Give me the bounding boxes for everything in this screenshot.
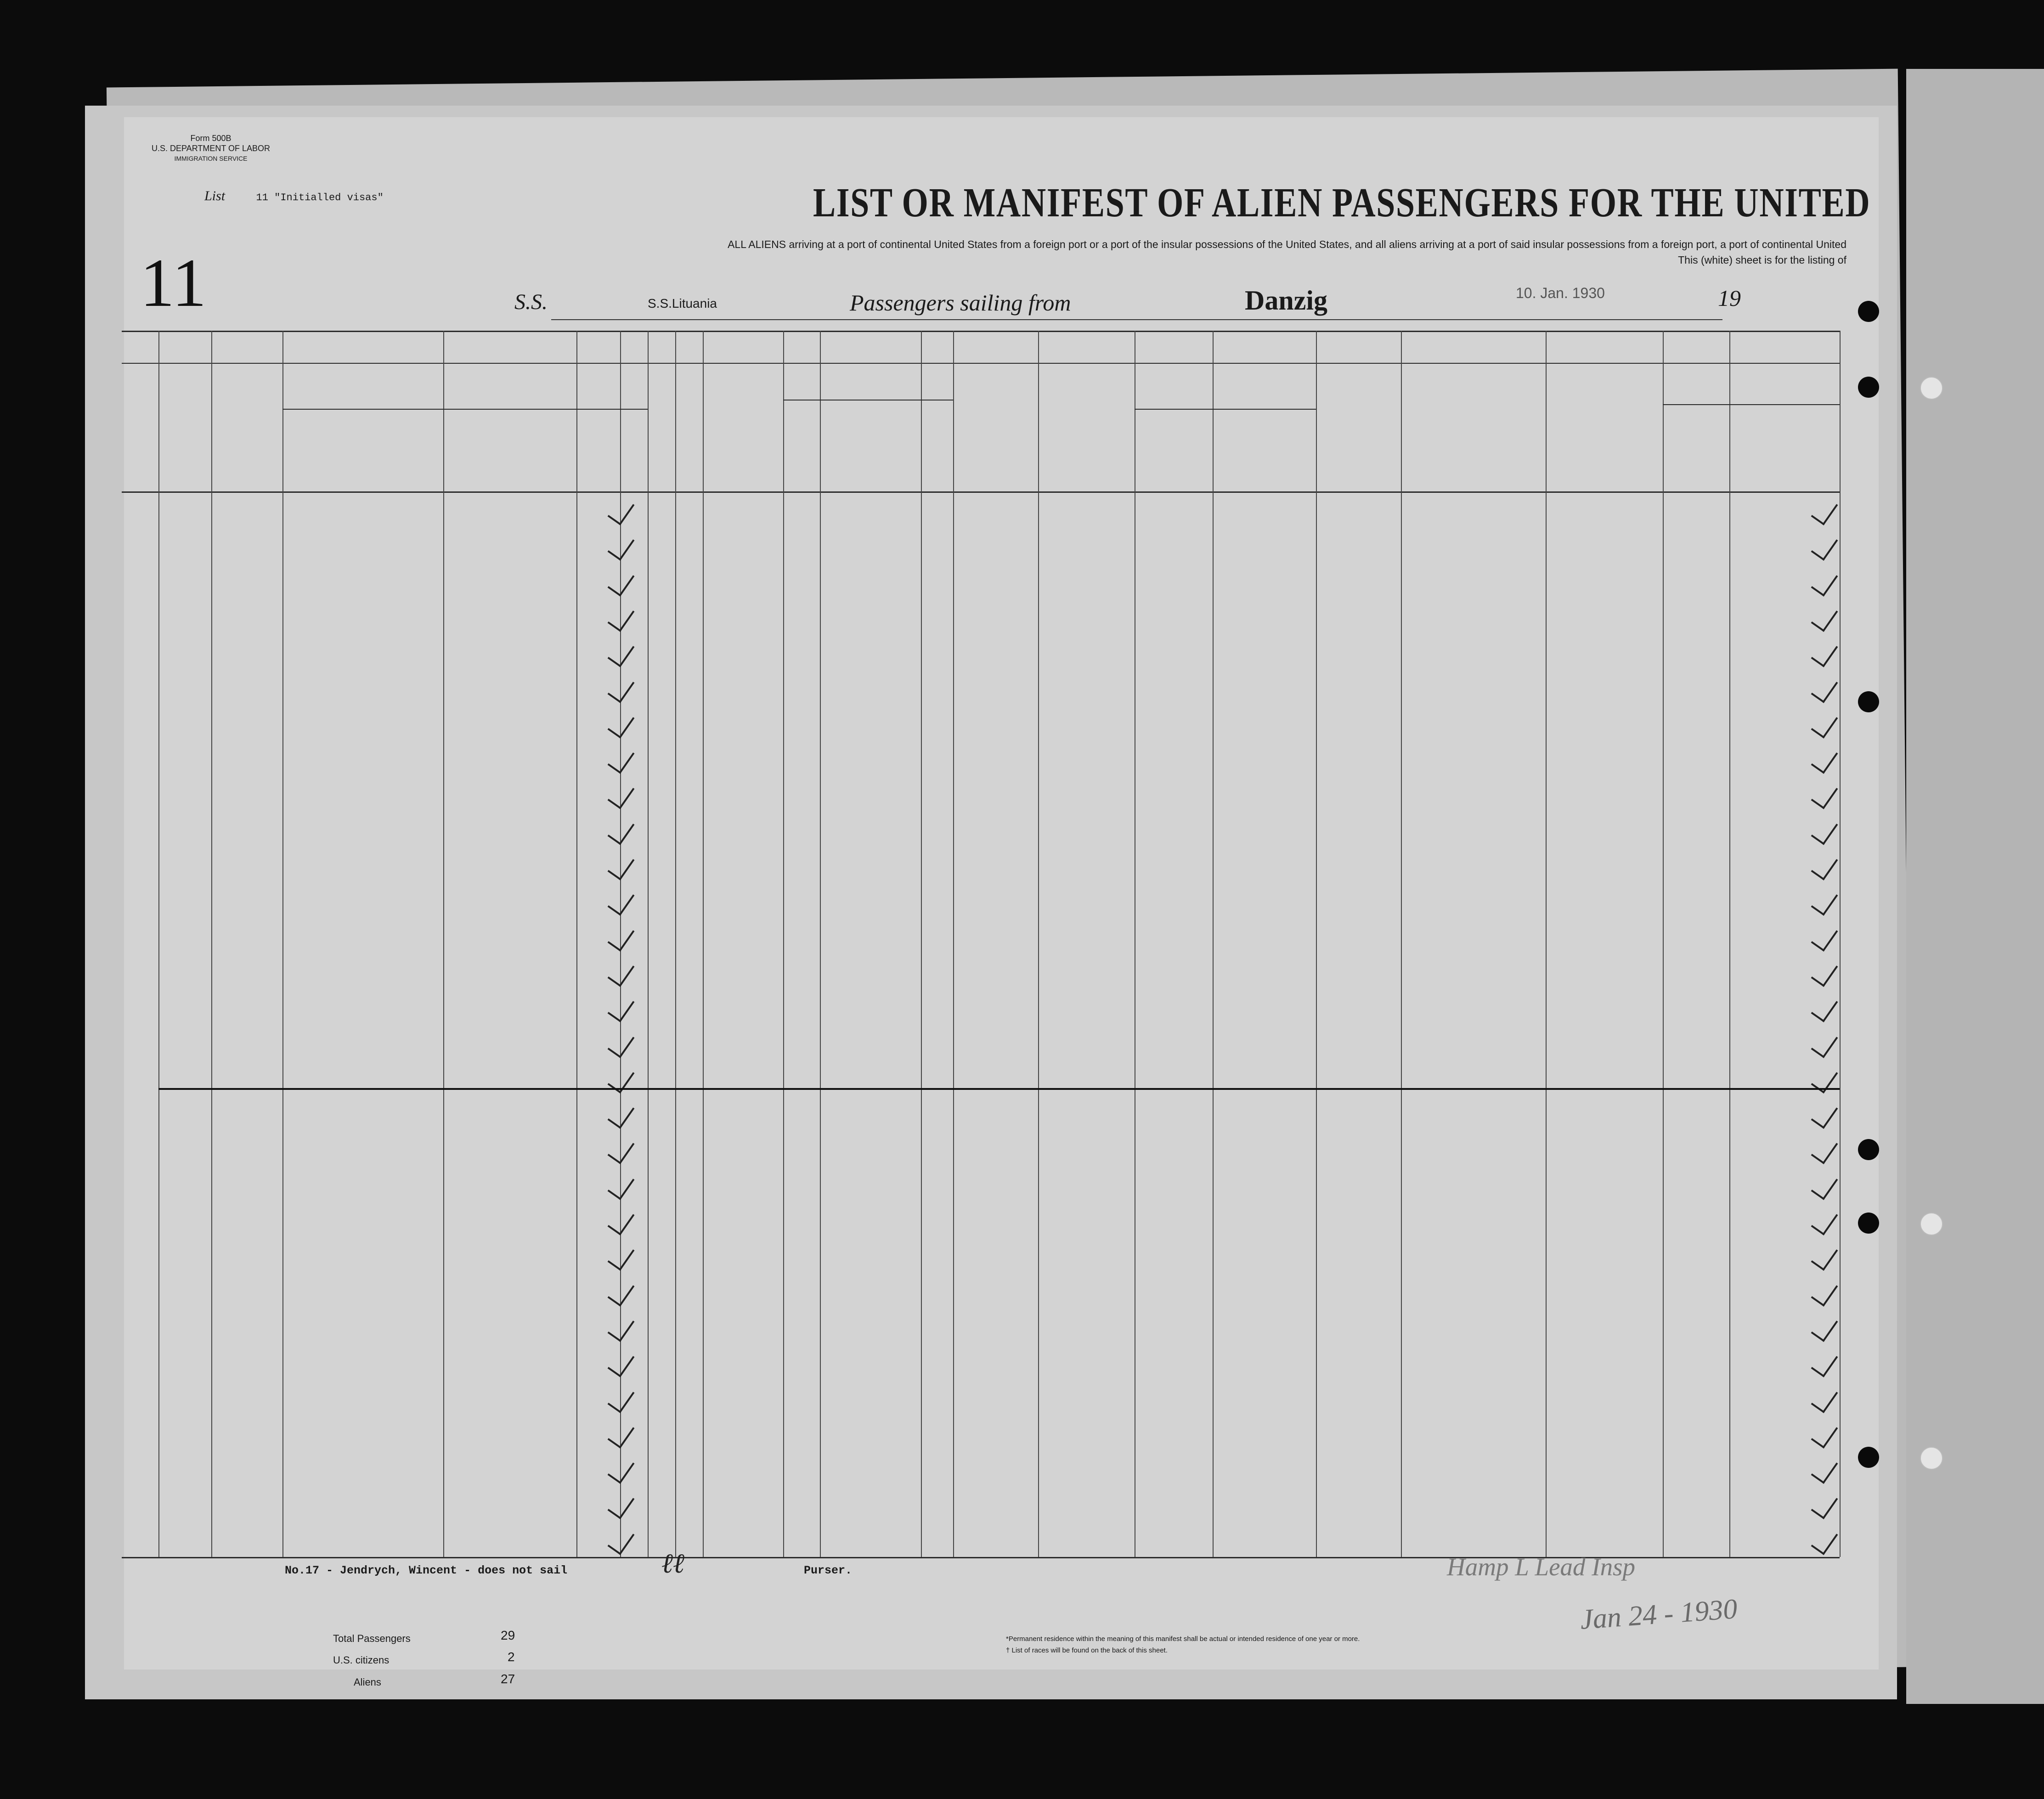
check-mark: [608, 1029, 635, 1058]
column-divider: [921, 331, 922, 1557]
check-mark: [608, 1419, 635, 1449]
year-prefix: 19: [1718, 285, 1741, 311]
ss-prefix: S.S.: [514, 290, 548, 314]
inspector-signature: Hamp L Lead Insp: [1447, 1553, 1636, 1581]
check-mark: [608, 816, 635, 845]
check-mark: [1811, 1419, 1838, 1449]
aliens-value: 27: [501, 1672, 515, 1686]
column-divider: [282, 331, 283, 1557]
binder-hole: [1858, 691, 1879, 712]
check-mark: [1811, 1206, 1838, 1235]
header-bottom-rule: [122, 491, 1840, 493]
column-divider: [1546, 331, 1547, 1557]
binder-hole: [1858, 301, 1879, 322]
column-divider: [1038, 331, 1039, 1557]
check-mark: [608, 1171, 635, 1200]
column-divider: [443, 331, 444, 1557]
check-mark: [1811, 603, 1838, 632]
check-mark: [1811, 1313, 1838, 1342]
column-divider: [648, 331, 649, 1557]
check-mark: [1811, 1100, 1838, 1129]
sailing-date-stamp: 10. Jan. 1930: [1516, 285, 1605, 301]
check-mark: [1811, 1455, 1838, 1484]
check-mark: [1811, 851, 1838, 880]
check-mark: [608, 993, 635, 1022]
page-title: LIST OR MANIFEST OF ALIEN PASSENGERS FOR THE UNITED: [813, 180, 1871, 226]
residence-subrule: [1663, 404, 1840, 405]
header-top-rule: [122, 331, 1840, 332]
check-mark: [608, 1490, 635, 1519]
binder-hole: [1858, 1447, 1879, 1468]
us-citizens-label: U.S. citizens: [333, 1654, 390, 1666]
form-info: [152, 133, 270, 164]
check-mark: [608, 1384, 635, 1413]
binder-hole: [1858, 1139, 1879, 1160]
check-mark: [608, 1455, 635, 1484]
check-mark: [1811, 780, 1838, 809]
check-mark: [608, 496, 635, 525]
check-mark: [608, 1277, 635, 1307]
check-mark: [1811, 531, 1838, 561]
check-mark: [608, 1100, 635, 1129]
check-mark: [608, 1206, 635, 1235]
check-mark: [608, 922, 635, 952]
check-mark: [608, 744, 635, 774]
ss-underline: [551, 319, 1722, 320]
check-mark: [1811, 1490, 1838, 1519]
purser-label: Purser.: [804, 1564, 853, 1577]
check-mark: [608, 567, 635, 597]
check-mark: [1811, 1241, 1838, 1271]
check-mark: [608, 780, 635, 809]
column-divider: [820, 331, 821, 1557]
column-divider: [1840, 331, 1841, 1557]
check-mark: [608, 709, 635, 739]
manifest-table: [122, 331, 1840, 1589]
column-divider: [1401, 331, 1402, 1557]
check-mark: [608, 1241, 635, 1271]
service: IMMIGRATION SERVICE: [174, 155, 248, 162]
check-mark: [608, 886, 635, 916]
column-divider: [703, 331, 704, 1557]
column-divider: [1213, 331, 1214, 1557]
list-value: 11 "Initialled visas": [256, 192, 384, 203]
check-mark: [1811, 1171, 1838, 1200]
column-divider: [211, 331, 212, 1557]
check-mark: [608, 531, 635, 561]
check-mark: [1811, 709, 1838, 739]
check-mark: [608, 674, 635, 703]
column-divider: [783, 331, 784, 1557]
check-mark: [1811, 744, 1838, 774]
form-number: Form 500B: [190, 134, 232, 143]
check-mark: [608, 638, 635, 667]
column-number-rule: [122, 363, 1840, 364]
check-mark: [1811, 674, 1838, 703]
column-divider: [1663, 331, 1664, 1557]
footnote-residence: *Permanent residence within the meaning of this manifest shall be actual or intended residence of one year or more.: [1006, 1635, 1360, 1643]
column-divider: [576, 331, 577, 1557]
birth-subrule: [1135, 409, 1316, 410]
binder-hole: [1858, 377, 1879, 398]
binder-hole: [1920, 377, 1943, 400]
binder-hole: [1858, 1212, 1879, 1234]
binder-hole: [1920, 1447, 1943, 1470]
row-17-strikethrough: [158, 1088, 1840, 1090]
check-mark: [1811, 922, 1838, 952]
check-mark: [608, 851, 635, 880]
total-passengers-label: Total Passengers: [333, 1633, 411, 1644]
check-mark: [1811, 1526, 1838, 1555]
list-label: List 11 "Initialled visas": [204, 188, 384, 203]
check-mark: [1811, 496, 1838, 525]
check-mark: [608, 603, 635, 632]
check-mark: [608, 1313, 635, 1342]
age-subrule: [576, 409, 648, 410]
page-subtitle: ALL ALIENS arriving at a port of continental United States from a foreign port or a port of the insular possessions of the United States, and all aliens arriving at a port of said insular possessions from a foreign port, a port of continental United This (white) sheet is for the listing of: [728, 238, 1846, 266]
check-mark: [608, 1348, 635, 1377]
check-mark: [1811, 638, 1838, 667]
check-mark: [1811, 816, 1838, 845]
check-mark: [1811, 993, 1838, 1022]
aliens-label: Aliens: [354, 1676, 381, 1688]
check-mark: [1811, 1348, 1838, 1377]
column-divider: [675, 331, 676, 1557]
column-divider: [1316, 331, 1317, 1557]
not-sail-note: No.17 - Jendrych, Wincent - does not sail: [285, 1564, 568, 1577]
column-divider: [953, 331, 954, 1557]
department: U.S. DEPARTMENT OF LABOR: [152, 144, 271, 153]
big-list-number: 11: [140, 245, 207, 321]
check-mark: [608, 958, 635, 987]
inspector-date-note: Jan 24 - 1930: [1579, 1593, 1739, 1635]
purser-signature: ℓℓ: [661, 1548, 684, 1579]
check-mark: [1811, 886, 1838, 916]
check-mark: [1811, 1277, 1838, 1307]
check-mark: [608, 1526, 635, 1555]
check-mark: [1811, 958, 1838, 987]
check-mark: [1811, 1384, 1838, 1413]
check-mark: [1811, 567, 1838, 597]
footnote-races: † List of races will be found on the back of this sheet.: [1006, 1647, 1168, 1654]
port-of-departure: Danzig: [1245, 285, 1327, 316]
binder-hole: [1920, 1212, 1943, 1235]
total-passengers-value: 29: [501, 1628, 515, 1642]
column-divider: [158, 331, 159, 1557]
passengers-sailing-from: Passengers sailing from: [850, 290, 1071, 316]
us-citizens-value: 2: [508, 1650, 515, 1664]
check-mark: [1811, 1135, 1838, 1164]
check-mark: [1811, 1029, 1838, 1058]
name-subrule: [282, 409, 576, 410]
column-divider: [1729, 331, 1730, 1557]
ship-name: S.S.Lituania: [648, 296, 717, 310]
check-mark: [608, 1135, 635, 1164]
